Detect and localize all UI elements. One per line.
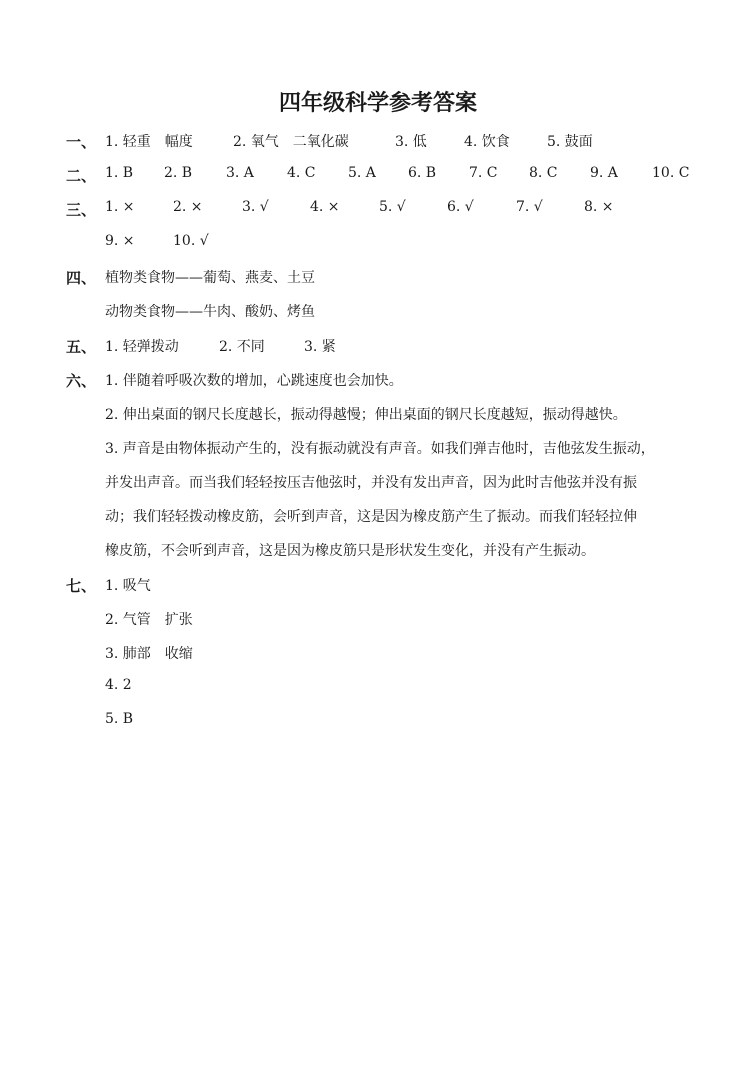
section-5-label: 五、	[66, 338, 97, 356]
s1-answer: 2. 氧气 二氧化碳	[233, 134, 349, 150]
s2-answer: 2. B	[164, 165, 193, 181]
s7-line: 4. 2	[105, 677, 132, 693]
s7-line: 3. 肺部 收缩	[105, 646, 193, 662]
s7-line: 1. 吸气	[105, 578, 151, 594]
s7-line: 2. 气管 扩张	[105, 612, 193, 628]
s3-answer: 8. ×	[584, 199, 614, 215]
s2-answer: 1. B	[105, 165, 134, 181]
s3-answer: 2. ×	[173, 199, 203, 215]
s2-answer: 3. A	[226, 165, 254, 181]
section-2-label: 二、	[66, 167, 97, 185]
s1-answer: 3. 低	[395, 134, 427, 150]
s6-line: 动；我们轻轻拨动橡皮筋，会听到声音，这是因为橡皮筋产生了振动。而我们轻轻拉伸	[105, 509, 637, 525]
s3-answer: 6. √	[447, 199, 474, 215]
s2-answer: 4. C	[287, 165, 316, 181]
section-6-label: 六、	[66, 372, 97, 390]
s4-line: 动物类食物——牛肉、酸奶、烤鱼	[105, 304, 315, 320]
s3-answer: 4. ×	[310, 199, 340, 215]
s5-answer: 2. 不同	[219, 339, 265, 355]
s6-line: 1. 伴随着呼吸次数的增加，心跳速度也会加快。	[105, 373, 403, 389]
section-7-label: 七、	[66, 577, 97, 595]
s3-answer: 5. √	[379, 199, 406, 215]
section-1-label: 一、	[66, 133, 97, 151]
s2-answer: 8. C	[529, 165, 558, 181]
s7-line: 5. B	[105, 711, 134, 727]
s2-answer: 9. A	[590, 165, 618, 181]
s1-answer: 5. 鼓面	[547, 134, 593, 150]
s3-answer: 10. √	[173, 233, 209, 249]
section-3-label: 三、	[66, 201, 97, 219]
s4-line: 植物类食物——葡萄、燕麦、土豆	[105, 270, 315, 286]
s3-answer: 7. √	[516, 199, 543, 215]
s6-line: 橡皮筋，不会听到声音，这是因为橡皮筋只是形状发生变化，并没有产生振动。	[105, 543, 595, 559]
s3-answer: 9. ×	[105, 233, 135, 249]
section-4-label: 四、	[66, 269, 97, 287]
s1-answer: 1. 轻重 幅度	[105, 134, 193, 150]
s2-answer: 5. A	[348, 165, 376, 181]
s6-line: 2. 伸出桌面的钢尺长度越长，振动得越慢；伸出桌面的钢尺长度越短，振动得越快。	[105, 407, 627, 423]
s6-line: 3. 声音是由物体振动产生的，没有振动就没有声音。如我们弹吉他时，吉他弦发生振动，	[105, 441, 655, 457]
page-title: 四年级科学参考答案	[278, 91, 477, 116]
s5-answer: 1. 轻弹拨动	[105, 339, 179, 355]
s1-answer: 4. 饮食	[464, 134, 510, 150]
s5-answer: 3. 紧	[304, 339, 336, 355]
s3-answer: 1. ×	[105, 199, 135, 215]
s2-answer: 6. B	[408, 165, 437, 181]
s2-answer: 10. C	[652, 165, 690, 181]
s3-answer: 3. √	[242, 199, 269, 215]
s2-answer: 7. C	[469, 165, 498, 181]
s6-line: 并发出声音。而当我们轻轻按压吉他弦时，并没有发出声音，因为此时吉他弦并没有振	[105, 475, 637, 491]
